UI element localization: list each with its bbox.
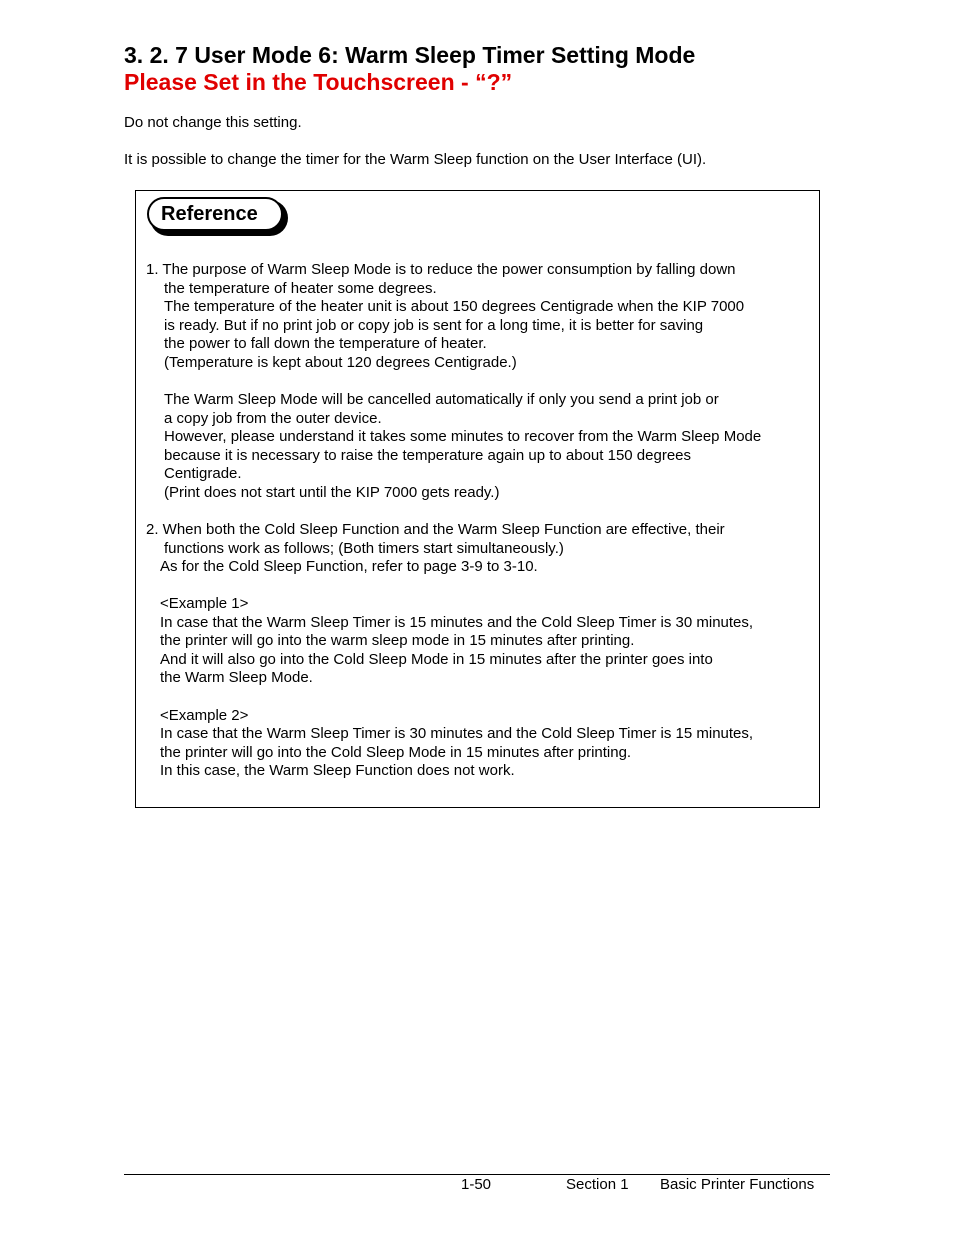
reference-line: As for the Cold Sleep Function, refer to page 3-9 to 3-10. [160,558,538,575]
reference-line: the printer will go into the warm sleep mode in 15 minutes after printing. [160,632,635,649]
intro-paragraph-2: It is possible to change the timer for the Warm Sleep function on the User Interface (UI). [124,151,707,168]
reference-line: the Warm Sleep Mode. [160,669,313,686]
reference-badge: Reference [147,197,283,231]
reference-line: functions work as follows; (Both timers start simultaneously.) [164,540,564,557]
footer-rule [124,1174,830,1175]
footer-page-number: 1-50 [461,1176,492,1193]
reference-line: the temperature of heater some degrees. [164,280,437,297]
reference-line: <Example 2> [160,707,249,724]
reference-line: is ready. But if no print job or copy job is sent for a long time, it is better for saving [164,317,704,334]
touchscreen-subheading: Please Set in the Touchscreen - “?” [124,69,513,95]
reference-line: Centigrade. [164,465,242,482]
reference-line: because it is necessary to raise the temperature again up to about 150 degrees [164,447,691,464]
footer-section: Section 1 [566,1176,629,1193]
reference-line: In this case, the Warm Sleep Function does not work. [160,762,515,779]
reference-line: In case that the Warm Sleep Timer is 30 minutes and the Cold Sleep Timer is 15 minutes, [160,725,754,742]
reference-line: (Print does not start until the KIP 7000 gets ready.) [164,484,500,501]
footer-chapter-title: Basic Printer Functions [660,1176,815,1193]
reference-line: And it will also go into the Cold Sleep Mode in 15 minutes after the printer goes into [160,651,713,668]
reference-line: <Example 1> [160,595,249,612]
reference-line: The temperature of the heater unit is about 150 degrees Centigrade when the KIP 7000 [164,298,745,315]
section-heading: 3. 2. 7 User Mode 6: Warm Sleep Timer Setting Mode [124,42,696,68]
reference-line: In case that the Warm Sleep Timer is 15 minutes and the Cold Sleep Timer is 30 minutes, [160,614,754,631]
reference-line: (Temperature is kept about 120 degrees Centigrade.) [164,354,517,371]
reference-line: The Warm Sleep Mode will be cancelled automatically if only you send a print job or [164,391,719,408]
reference-line: the power to fall down the temperature of heater. [164,335,487,352]
reference-line: the printer will go into the Cold Sleep Mode in 15 minutes after printing. [160,744,632,761]
intro-paragraph-1: Do not change this setting. [124,114,302,131]
reference-line: 1. The purpose of Warm Sleep Mode is to reduce the power consumption by falling down [146,261,736,278]
reference-line: 2. When both the Cold Sleep Function and the Warm Sleep Function are effective, their [146,521,725,538]
reference-line: a copy job from the outer device. [164,410,382,427]
reference-line: However, please understand it takes some minutes to recover from the Warm Sleep Mode [164,428,762,445]
